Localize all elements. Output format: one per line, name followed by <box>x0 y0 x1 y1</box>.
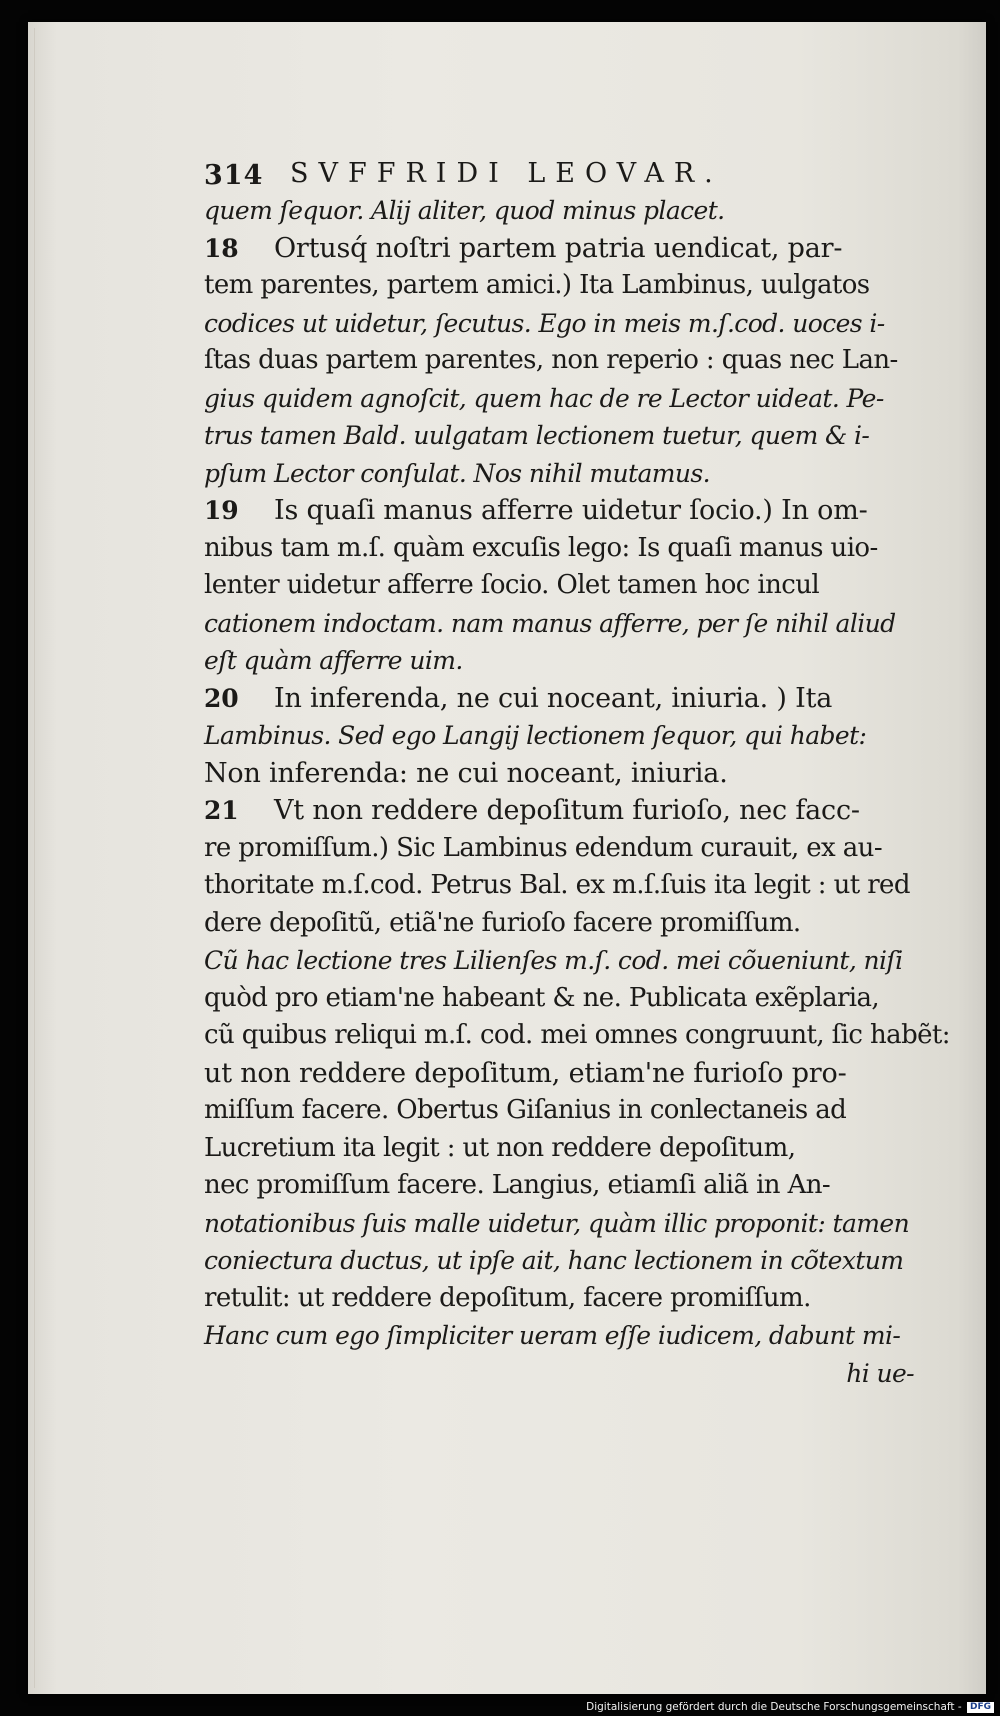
line-text: cationem indoctam. nam manus afferre, per ſe nihil aliud <box>204 608 896 638</box>
text-line <box>204 1205 930 1243</box>
text-line <box>204 1280 930 1318</box>
note-number: 19 <box>204 496 239 525</box>
line-text: Is quaſi manus afferre uidetur ſocio.) In om- <box>274 495 868 526</box>
text-line <box>204 267 930 305</box>
text-line <box>204 942 930 980</box>
note-number: 21 <box>204 796 239 825</box>
note-number: 20 <box>204 683 239 713</box>
line-text: miſſum facere. Obertus Giſanius in conlectaneis ad <box>204 1095 847 1125</box>
line-text: trus tamen Bald. uulgatam lectionem tuetur, quem & i- <box>204 421 870 450</box>
line-text: Ortusq́ noſtri partem patria uendicat, par- <box>274 232 843 264</box>
note-number: 18 <box>204 233 239 263</box>
line-text: Non inferenda: ne cui noceant, iniuria. <box>204 757 728 789</box>
text-line <box>204 1355 930 1393</box>
line-text: Lucretium ita legit : ut non reddere depoſitum, <box>204 1132 796 1163</box>
dfg-logo: DFG <box>967 1702 994 1713</box>
book-page <box>28 22 986 1694</box>
text-line <box>204 1092 930 1130</box>
line-text: In inferenda, ne cui noceant, iniuria. ) Ita <box>274 682 833 714</box>
line-text: re promiſſum.) Sic Lambinus edendum curauit, ex au- <box>204 832 883 863</box>
text-line <box>204 755 930 793</box>
line-text: nibus tam m.ſ. quàm excuſis lego: Is quaſi manus uio- <box>204 532 878 563</box>
digitization-credit <box>586 1701 994 1713</box>
running-title: SVFFRIDI LEOVAR. <box>290 158 723 189</box>
text-line <box>204 642 930 680</box>
line-text: Vt non reddere depoſitum furioſo, nec facc- <box>274 795 860 826</box>
text-line <box>204 1317 930 1355</box>
line-text: dere depoſitũ, etiã'ne furioſo facere promiſſum. <box>204 907 801 938</box>
line-text: pſum Lector conſulat. Nos nihil mutamus. <box>204 458 710 488</box>
line-text: Lambinus. Sed ego Langij lectionem ſequor, qui habet: <box>204 721 867 750</box>
text-line <box>204 1017 950 1055</box>
text-line <box>204 680 930 718</box>
text-line <box>204 417 930 455</box>
page-number: 314 <box>204 160 264 191</box>
running-head <box>204 140 930 192</box>
line-text: Cũ hac lectione tres Lilienſes m.ſ. cod. mei cõueniunt, niſi <box>204 946 903 975</box>
line-text: cũ quibus reliqui m.ſ. cod. mei omnes congruunt, ſic habẽt: <box>204 1020 950 1050</box>
line-text: quòd pro etiam'ne habeant & ne. Publicata exẽplaria, <box>204 982 880 1013</box>
text-line <box>204 717 930 755</box>
text-line <box>204 567 930 605</box>
text-line <box>204 1242 930 1280</box>
line-text: codices ut uidetur, ſecutus. Ego in meis m.ſ.cod. uoces i- <box>204 308 885 338</box>
text-lines <box>204 192 950 1392</box>
credit-text: Digitalisierung gefördert durch die Deutsche Forschungsgemeinschaft - <box>586 1701 962 1713</box>
line-text: gius quidem agnoſcit, quem hac de re Lector uideat. Pe- <box>204 383 884 413</box>
text-line <box>204 867 930 905</box>
line-text: notationibus ſuis malle uidetur, quàm illic proponit: tamen <box>204 1208 910 1238</box>
line-text: ſtas duas partem parentes, non reperio : quas nec Lan- <box>204 345 898 375</box>
text-line <box>204 455 930 493</box>
text-line <box>204 605 930 643</box>
text-block <box>204 140 950 1392</box>
text-line <box>204 830 930 868</box>
line-text: lenter uidetur afferre ſocio. Olet tamen hoc incul <box>204 570 820 600</box>
line-text: eſt quàm afferre uim. <box>204 646 463 675</box>
text-line <box>204 1130 930 1168</box>
text-line <box>204 1167 930 1205</box>
line-text: Hanc cum ego ſimpliciter ueram eſſe iudicem, dabunt mi- <box>204 1321 901 1350</box>
line-text: thoritate m.ſ.cod. Petrus Bal. ex m.ſ.ſuis ita legit : ut red <box>204 870 910 900</box>
line-text: quem ſequor. Alij aliter, quod minus placet. <box>204 196 725 225</box>
text-line <box>204 380 930 418</box>
line-text: hi ue- <box>846 1358 914 1388</box>
line-text: tem parentes, partem amici.) Ita Lambinus, uulgatos <box>204 270 870 300</box>
text-line <box>204 980 930 1018</box>
line-text: coniectura ductus, ut ipſe ait, hanc lectionem in cõtextum <box>204 1246 904 1275</box>
text-line <box>204 305 930 343</box>
text-line <box>204 1055 930 1093</box>
text-line <box>204 342 930 380</box>
text-line <box>204 792 930 830</box>
text-line <box>204 530 930 568</box>
text-line <box>204 230 930 268</box>
text-line <box>204 492 930 530</box>
text-line <box>204 905 930 943</box>
line-text: ut non reddere depoſitum, etiam'ne furioſo pro- <box>204 1057 847 1089</box>
line-text: nec promiſſum facere. Langius, etiamſi aliã in An- <box>204 1170 831 1200</box>
line-text: retulit: ut reddere depoſitum, facere promiſſum. <box>204 1282 811 1313</box>
text-line <box>204 192 930 230</box>
